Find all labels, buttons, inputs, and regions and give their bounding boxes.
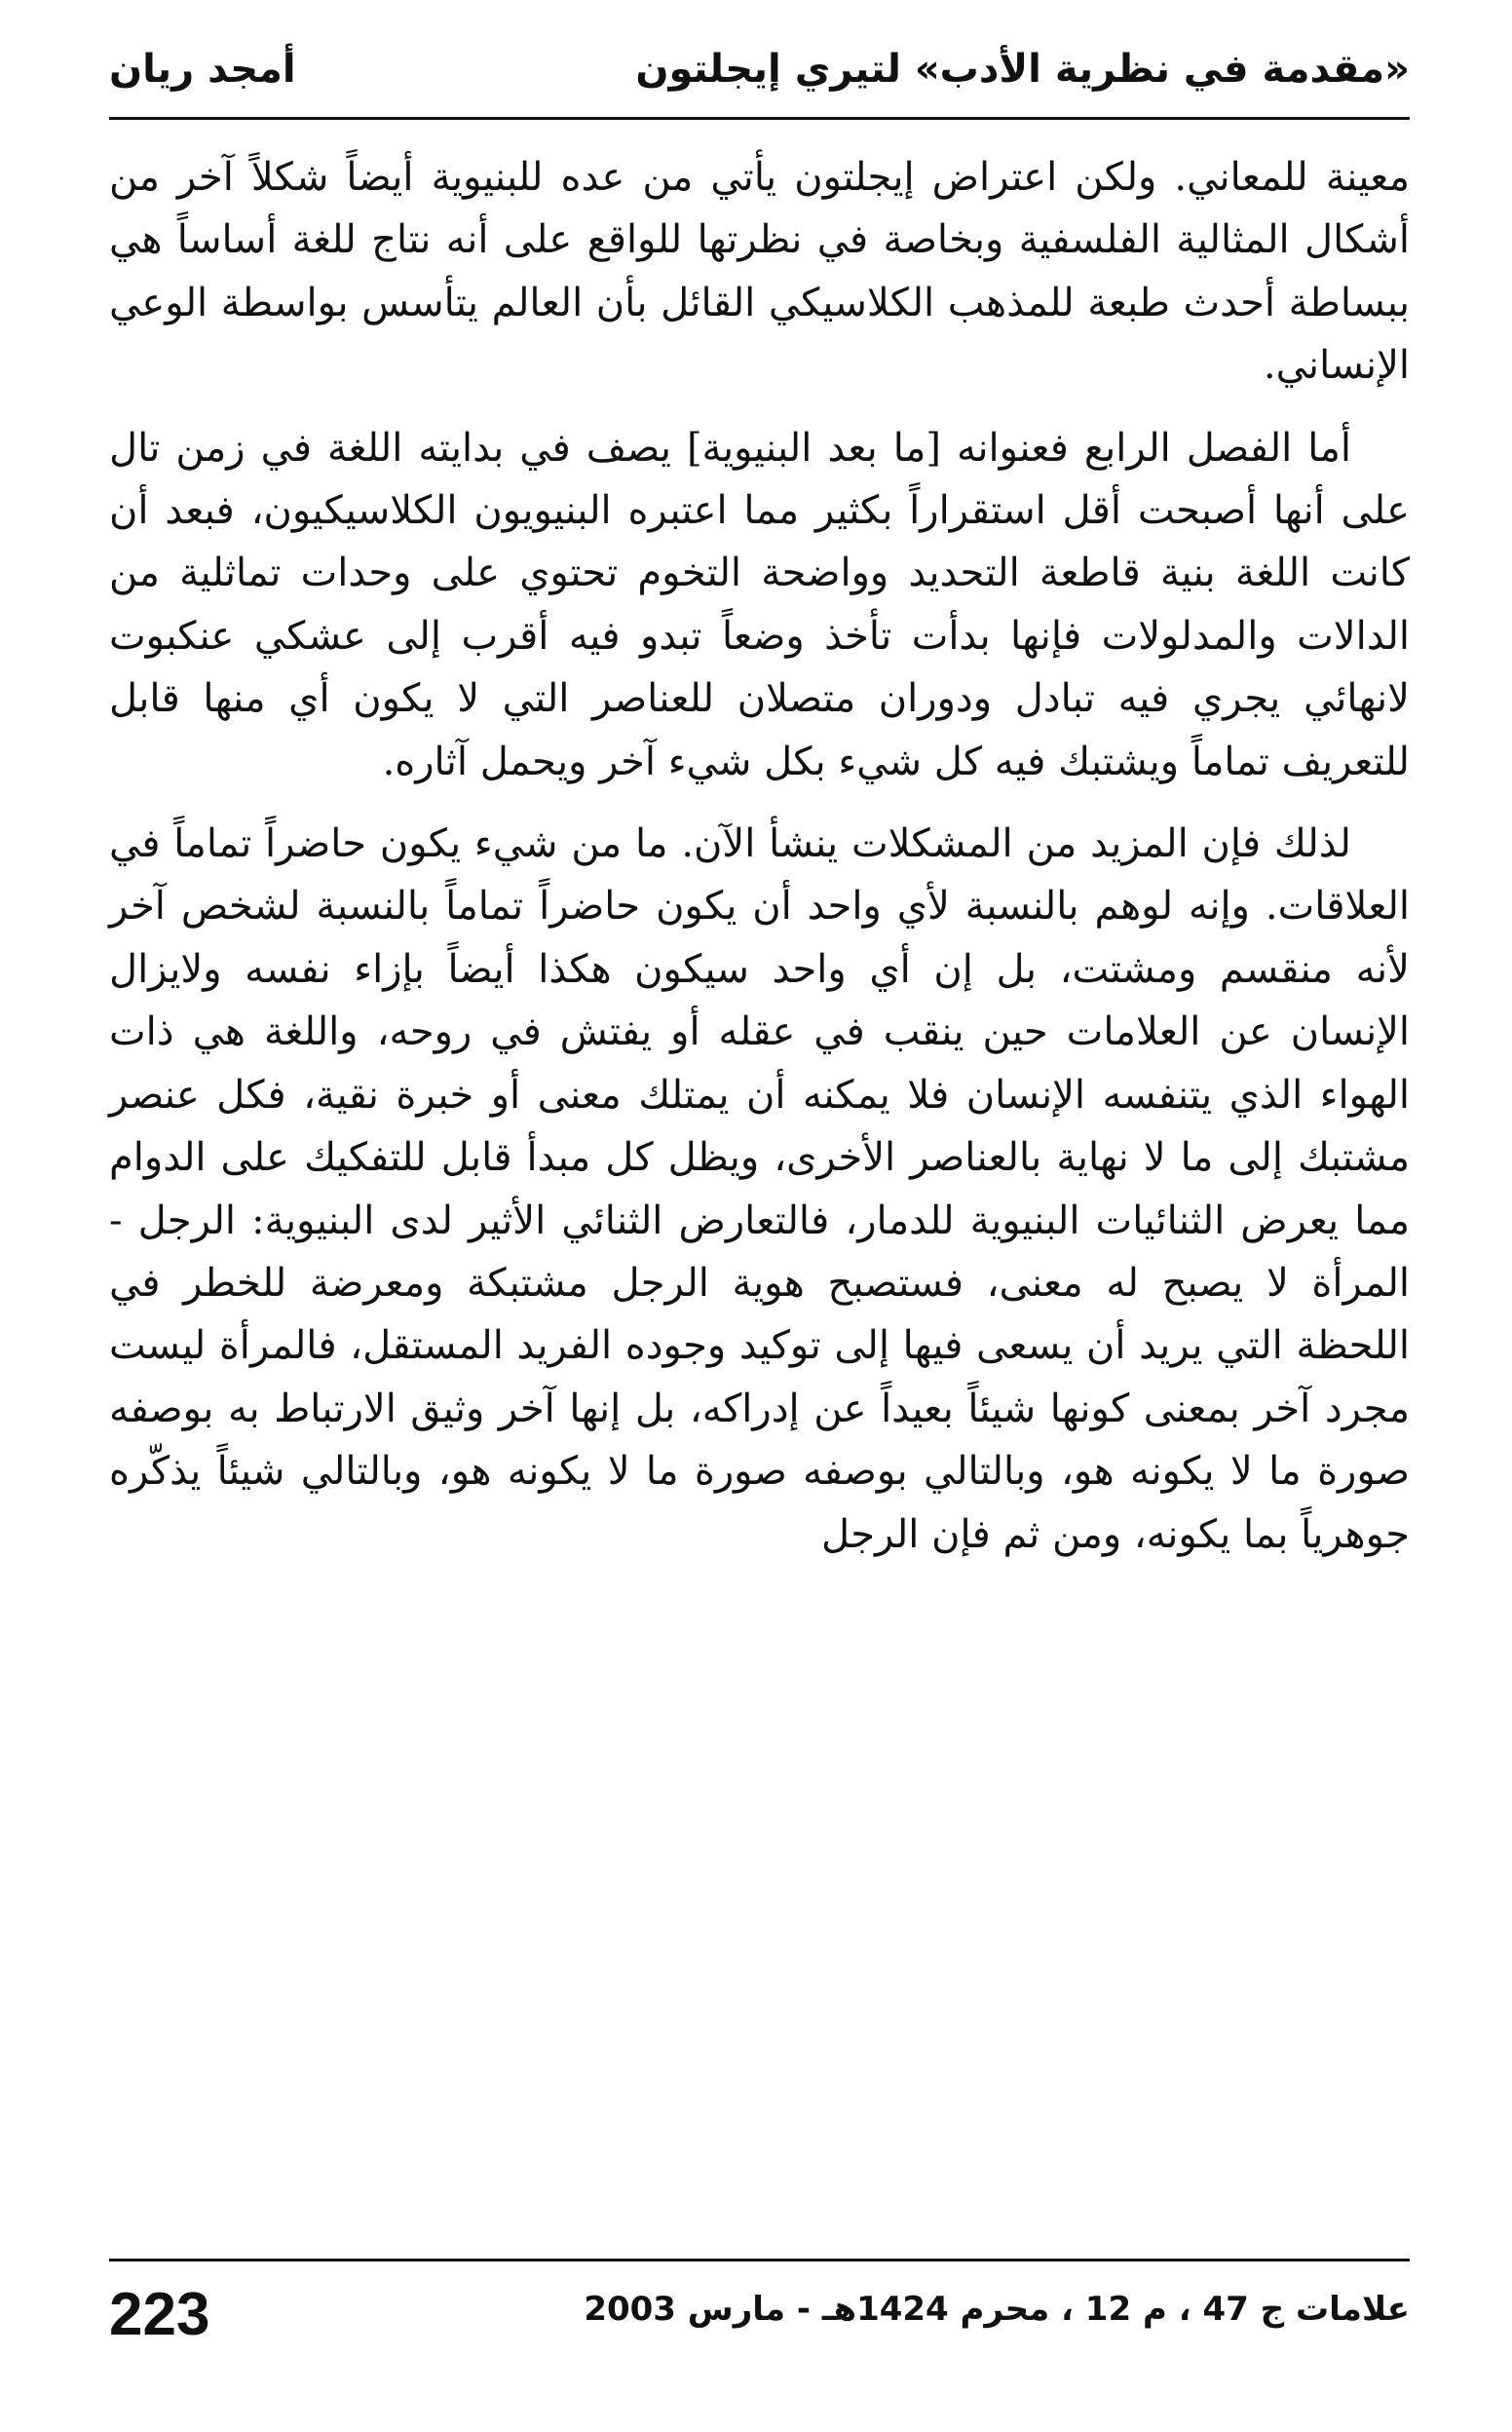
journal-citation: علامات ج 47 ، م 12 ، محرم 1424هـ - مارس 2003 — [584, 2290, 1410, 2329]
footer-divider — [109, 2259, 1410, 2261]
author-name: أمجد ريان — [109, 47, 296, 92]
page-number: 223 — [109, 2281, 210, 2348]
paragraph-3: لذلك فإن المزيد من المشكلات ينشأ الآن. ما من شيء يكون حاضراً تماماً في العلاقات. وإنه لوهم بالنسبة لأي واحد أن يكون حاضراً تماماً بالنسبة لشخص آخر لأنه منقسم ومشتت، بل إن أي واحد سيكون هكذا أيضاً بإزاء نفسه ولايزال الإنسان عن العلامات حين ينقب في عقله أو يفتش في روحه، واللغة هي ذات الهواء الذي يتنفسه الإنسان فلا يمكنه أن يمتلك معنى أو خبرة نقية، فكل عنصر مشتبك إلى ما لا نهاية بالعناصر الأخرى، ويظل كل مبدأ قابل للتفكيك على الدوام مما يعرض الثنائيات البنيوية للدمار، فالتعارض الثنائي الأثير لدى البنيوية: الرجل - المرأة لا يصبح له معنى، فستصبح هوية الرجل مشتبكة ومعرضة للخطر في اللحظة التي يريد أن يسعى فيها إلى توكيد وجوده الفريد المستقل، فالمرأة ليست مجرد آخر بمعنى كونها شيئاً بعيداً عن إدراكه، بل إنها آخر وثيق الارتباط به بوصفه صورة ما لا يكونه هو، وبالتالي بوصفه صورة ما لا يكونه هو، وبالتالي شيئاً يذكّره جوهرياً بما يكونه، ومن ثم فإن الرجل — [109, 821, 1410, 1557]
running-title: «مقدمة في نظرية الأدب» لتيري إيجلتون — [635, 47, 1410, 92]
page-footer — [109, 2270, 1410, 2368]
header-divider — [109, 117, 1410, 120]
paragraph-1: معينة للمعاني. ولكن اعتراض إيجلتون يأتي من عده للبنيوية أيضاً شكلاً آخر من أشكال المثالية الفلسفية وبخاصة في نظرتها للواقع على أنه نتاج للغة أساساً هي ببساطة أحدث طبعة للمذهب الكلاسيكي القائل بأن العالم يتأسس بواسطة الوعي الإنساني. — [109, 155, 1410, 389]
page-header — [109, 39, 1410, 117]
paragraph-2: أما الفصل الرابع فعنوانه [ما بعد البنيوية] يصف في بدايته اللغة في زمن تال على أنها أصبحت أقل استقراراً بكثير مما اعتبره البنيويون الكلاسيكيون، فبعد أن كانت اللغة بنية قاطعة التحديد وواضحة التخوم تحتوي على وحدات تماثلية من الدالات والمدلولات فإنها بدأت تأخذ وضعاً تبدو فيه أقرب إلى عشكي عنكبوت لانهائي يجري فيه تبادل ودوران متصلان للعناصر التي لا يكون أي منها قابل للتعريف تماماً ويشتبك فيه كل شيء بكل شيء آخر ويحمل آثاره. — [109, 425, 1410, 784]
article-body — [109, 146, 1410, 1585]
